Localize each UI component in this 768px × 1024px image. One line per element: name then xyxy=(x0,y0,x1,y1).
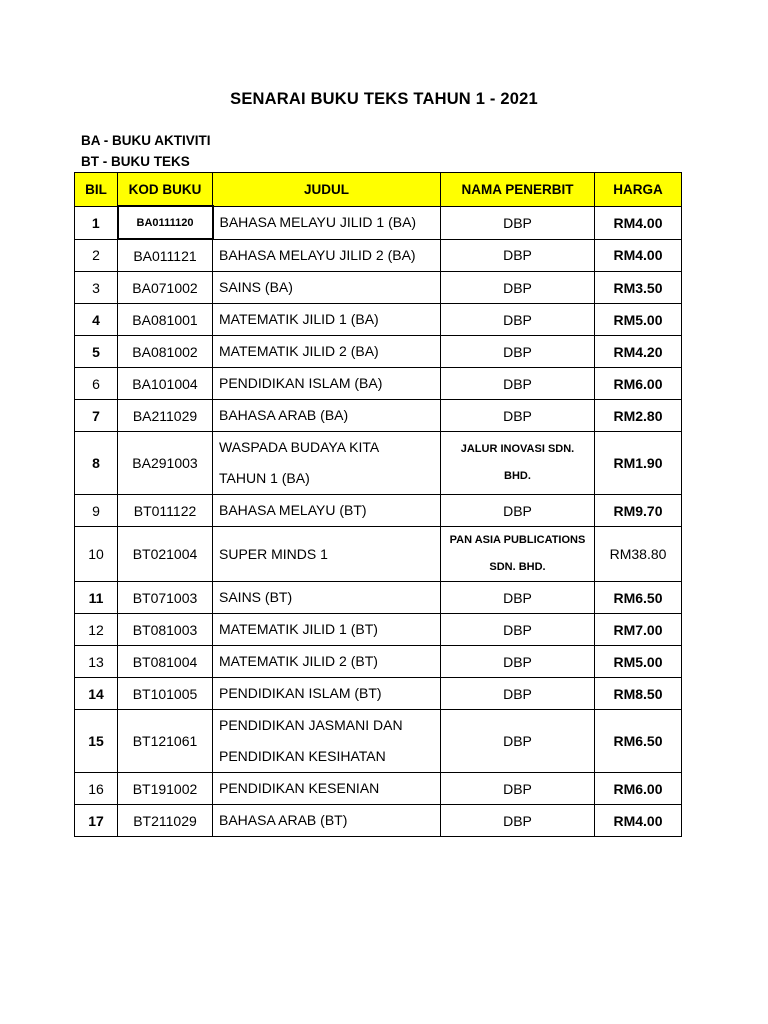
table-row xyxy=(75,678,682,710)
cell-bil: 7 xyxy=(75,400,118,432)
cell-nama-penerbit xyxy=(441,614,595,646)
penerbit-line: DBP xyxy=(503,247,532,264)
table-row xyxy=(75,582,682,614)
cell-judul xyxy=(213,646,441,678)
cell-harga: RM6.00 xyxy=(595,773,682,805)
cell-judul xyxy=(213,710,441,773)
judul-line: SUPER MINDS 1 xyxy=(219,545,328,562)
cell-nama-penerbit xyxy=(441,678,595,710)
cell-nama-penerbit xyxy=(441,710,595,773)
cell-harga: RM4.00 xyxy=(595,239,682,272)
cell-harga: RM6.50 xyxy=(595,582,682,614)
header-bil: BIL xyxy=(75,173,118,207)
cell-harga: RM3.50 xyxy=(595,272,682,304)
cell-kod-buku: BT101005 xyxy=(118,678,213,710)
penerbit-line: DBP xyxy=(503,343,532,360)
penerbit-line: DBP xyxy=(503,733,532,749)
penerbit-line: DBP xyxy=(503,502,532,519)
penerbit-line: JALUR INOVASI SDN. xyxy=(460,443,575,455)
table-row xyxy=(75,646,682,678)
cell-kod-buku: BT071003 xyxy=(118,582,213,614)
penerbit-line: DBP xyxy=(503,653,532,670)
cell-harga: RM4.00 xyxy=(595,206,682,239)
cell-kod-buku: BA081001 xyxy=(118,304,213,336)
table-row xyxy=(75,614,682,646)
cell-bil: 12 xyxy=(75,614,118,646)
cell-judul xyxy=(213,336,441,368)
penerbit-line: DBP xyxy=(503,214,532,231)
cell-harga: RM5.00 xyxy=(595,646,682,678)
cell-nama-penerbit xyxy=(441,495,595,527)
cell-harga: RM5.00 xyxy=(595,304,682,336)
cell-kod-buku: BA071002 xyxy=(118,272,213,304)
cell-bil: 8 xyxy=(75,432,118,495)
penerbit-line: DBP xyxy=(503,589,532,606)
judul-line: BAHASA MELAYU JILID 1 (BA) xyxy=(219,214,417,230)
cell-kod-buku: BT121061 xyxy=(118,710,213,773)
document-title: SENARAI BUKU TEKS TAHUN 1 - 2021 xyxy=(230,90,538,108)
cell-judul xyxy=(213,773,441,805)
judul-line: WASPADA BUDAYA KITA xyxy=(219,439,380,455)
cell-judul xyxy=(213,304,441,336)
cell-nama-penerbit xyxy=(441,773,595,805)
penerbit-line: DBP xyxy=(503,279,532,296)
table-row xyxy=(75,710,682,773)
penerbit-line: DBP xyxy=(503,375,532,392)
judul-line: PENDIDIKAN KESIHATAN xyxy=(219,748,386,764)
cell-nama-penerbit xyxy=(441,805,595,837)
cell-bil: 15 xyxy=(75,710,118,773)
judul-line: MATEMATIK JILID 2 (BT) xyxy=(219,653,378,669)
cell-nama-penerbit xyxy=(441,527,595,582)
cell-judul xyxy=(213,678,441,710)
header-harga: HARGA xyxy=(595,173,682,207)
cell-kod-buku: BA101004 xyxy=(118,368,213,400)
judul-line: SAINS (BA) xyxy=(219,279,293,295)
cell-nama-penerbit xyxy=(441,582,595,614)
cell-kod-buku: BT081004 xyxy=(118,646,213,678)
cell-nama-penerbit xyxy=(441,368,595,400)
cell-kod-buku: BA0111120 xyxy=(118,206,213,239)
table-row xyxy=(75,206,682,239)
cell-kod-buku: BT191002 xyxy=(118,773,213,805)
table-row xyxy=(75,805,682,837)
cell-nama-penerbit xyxy=(441,206,595,239)
penerbit-line: DBP xyxy=(503,311,532,328)
cell-bil: 1 xyxy=(75,206,118,239)
cell-judul xyxy=(213,582,441,614)
table-row xyxy=(75,336,682,368)
cell-judul xyxy=(213,495,441,527)
cell-harga: RM4.00 xyxy=(595,805,682,837)
cell-kod-buku: BT011122 xyxy=(118,495,213,527)
judul-line: BAHASA MELAYU (BT) xyxy=(219,502,367,518)
cell-bil: 13 xyxy=(75,646,118,678)
table-row xyxy=(75,368,682,400)
cell-judul xyxy=(213,272,441,304)
cell-judul xyxy=(213,805,441,837)
penerbit-line: DBP xyxy=(503,685,532,702)
cell-kod-buku: BT211029 xyxy=(118,805,213,837)
cell-nama-penerbit xyxy=(441,646,595,678)
cell-bil: 16 xyxy=(75,773,118,805)
cell-kod-buku: BA081002 xyxy=(118,336,213,368)
cell-harga: RM38.80 xyxy=(595,527,682,582)
table-row xyxy=(75,304,682,336)
judul-line: BAHASA MELAYU JILID 2 (BA) xyxy=(219,246,416,263)
cell-judul xyxy=(213,527,441,582)
penerbit-line: DBP xyxy=(503,621,532,638)
cell-bil: 17 xyxy=(75,805,118,837)
cell-judul xyxy=(213,368,441,400)
cell-kod-buku: BA211029 xyxy=(118,400,213,432)
table-row xyxy=(75,773,682,805)
table-row xyxy=(75,239,682,272)
penerbit-line: DBP xyxy=(503,780,532,797)
judul-line: MATEMATIK JILID 2 (BA) xyxy=(219,343,379,359)
header-judul: JUDUL xyxy=(213,173,441,207)
cell-bil: 6 xyxy=(75,368,118,400)
legend-ba: BA - BUKU AKTIVITI xyxy=(81,133,211,148)
judul-line: PENDIDIKAN ISLAM (BT) xyxy=(219,685,382,701)
cell-harga: RM4.20 xyxy=(595,336,682,368)
judul-line: BAHASA ARAB (BA) xyxy=(219,407,349,423)
penerbit-line: DBP xyxy=(503,407,532,424)
cell-bil: 11 xyxy=(75,582,118,614)
cell-bil: 4 xyxy=(75,304,118,336)
judul-line: PENDIDIKAN KESENIAN xyxy=(219,780,380,796)
cell-bil: 3 xyxy=(75,272,118,304)
judul-line: PENDIDIKAN ISLAM (BA) xyxy=(219,375,383,391)
cell-nama-penerbit xyxy=(441,272,595,304)
judul-line: TAHUN 1 (BA) xyxy=(219,470,310,486)
cell-judul xyxy=(213,432,441,495)
cell-harga: RM6.50 xyxy=(595,710,682,773)
cell-kod-buku: BT081003 xyxy=(118,614,213,646)
legend-bt: BT - BUKU TEKS xyxy=(81,154,190,169)
cell-bil: 2 xyxy=(75,239,118,272)
cell-bil: 14 xyxy=(75,678,118,710)
table-row xyxy=(75,527,682,582)
cell-judul xyxy=(213,206,441,239)
judul-line: BAHASA ARAB (BT) xyxy=(219,812,348,828)
cell-judul xyxy=(213,239,441,272)
cell-judul xyxy=(213,400,441,432)
table-header-row xyxy=(75,173,682,207)
penerbit-line: SDN. BHD. xyxy=(489,561,546,573)
table-row xyxy=(75,400,682,432)
cell-nama-penerbit xyxy=(441,239,595,272)
cell-bil: 10 xyxy=(75,527,118,582)
header-nama-penerbit: NAMA PENERBIT xyxy=(441,173,595,207)
table-row xyxy=(75,272,682,304)
cell-harga: RM6.00 xyxy=(595,368,682,400)
textbook-table xyxy=(74,172,682,837)
cell-bil: 9 xyxy=(75,495,118,527)
cell-kod-buku: BA291003 xyxy=(118,432,213,495)
penerbit-line: PAN ASIA PUBLICATIONS xyxy=(449,534,586,546)
cell-harga: RM1.90 xyxy=(595,432,682,495)
cell-nama-penerbit xyxy=(441,432,595,495)
cell-judul xyxy=(213,614,441,646)
cell-kod-buku: BT021004 xyxy=(118,527,213,582)
cell-nama-penerbit xyxy=(441,304,595,336)
table-row xyxy=(75,495,682,527)
cell-bil: 5 xyxy=(75,336,118,368)
judul-line: MATEMATIK JILID 1 (BT) xyxy=(219,621,378,637)
cell-harga: RM8.50 xyxy=(595,678,682,710)
judul-line: PENDIDIKAN JASMANI DAN xyxy=(219,717,403,733)
penerbit-line: DBP xyxy=(503,812,532,829)
cell-harga: RM7.00 xyxy=(595,614,682,646)
judul-line: SAINS (BT) xyxy=(219,589,293,605)
cell-harga: RM9.70 xyxy=(595,495,682,527)
cell-harga: RM2.80 xyxy=(595,400,682,432)
header-kod-buku: KOD BUKU xyxy=(118,173,213,207)
table-row xyxy=(75,432,682,495)
cell-nama-penerbit xyxy=(441,400,595,432)
cell-kod-buku: BA011121 xyxy=(118,239,213,272)
cell-nama-penerbit xyxy=(441,336,595,368)
penerbit-line: BHD. xyxy=(504,470,531,482)
judul-line: MATEMATIK JILID 1 (BA) xyxy=(219,311,379,327)
